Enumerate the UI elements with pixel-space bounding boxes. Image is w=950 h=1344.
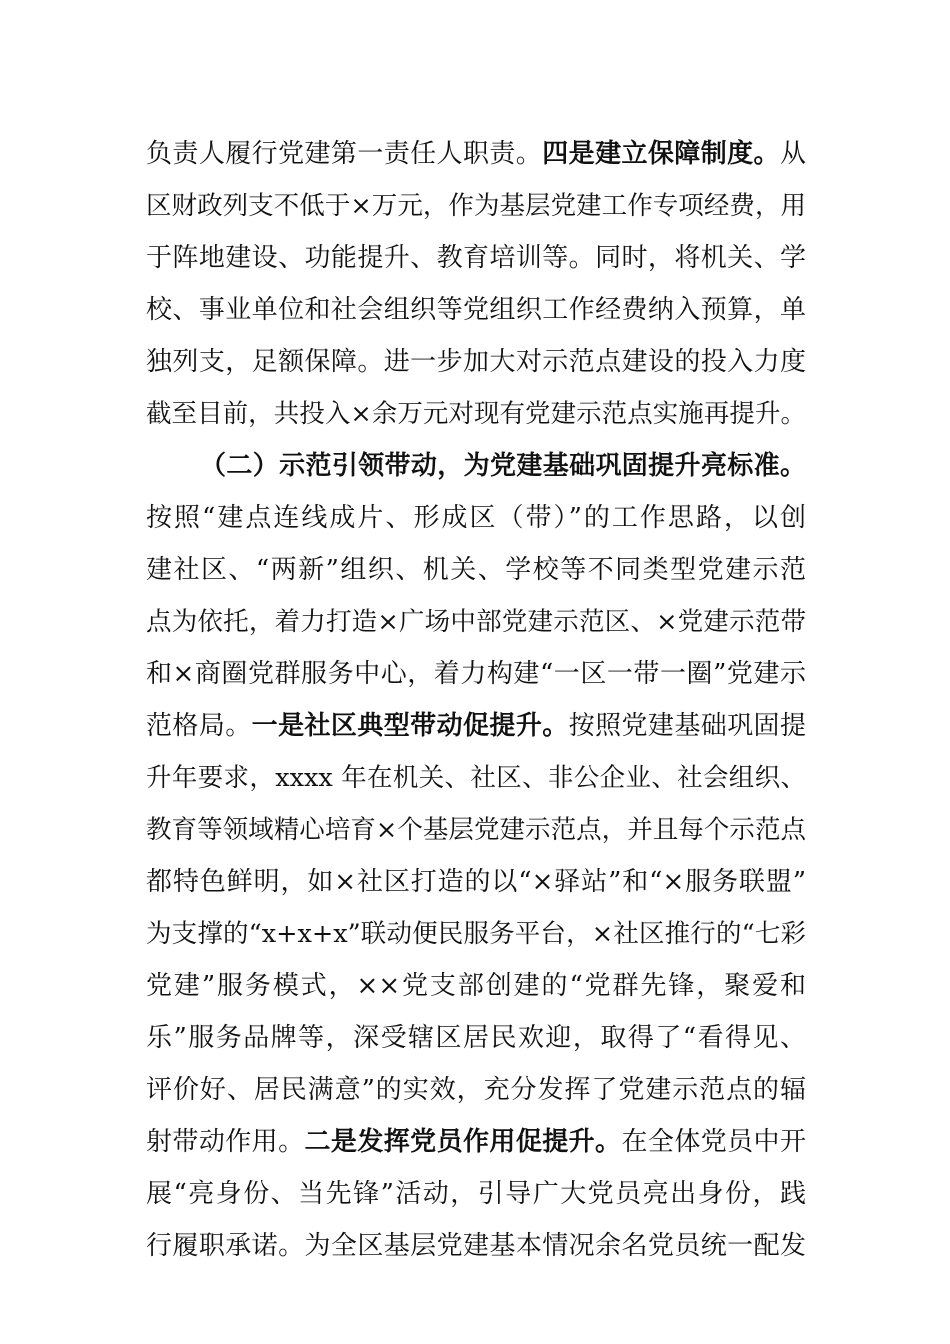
text-line-4 — [146, 290, 806, 330]
line-15-text: 都特色鲜明，如×社区打造的以“×驿站”和“×服务联盟” — [146, 867, 806, 897]
line-20-bold-heading: 二是发挥党员作用促提升。 — [304, 1127, 622, 1157]
section-heading-2 — [200, 446, 806, 486]
line-20-text-tail: 在全体党员中开 — [621, 1127, 806, 1157]
text-line-1 — [146, 134, 806, 174]
text-line-3 — [146, 238, 806, 278]
line-2-text: 区财政列支不低于×万元，作为基层党建工作专项经费，用 — [146, 191, 806, 221]
section-heading-text: （二）示范引领带动，为党建基础巩固提升亮标准。 — [200, 451, 806, 481]
line-16-text: 为支撑的“x+x+x”联动便民服务平台，×社区推行的“七彩 — [146, 919, 806, 949]
text-line-2 — [146, 186, 806, 226]
line-1-text: 负责人履行党建第一责任人职责。 — [146, 139, 543, 169]
text-line-19 — [146, 1070, 806, 1110]
line-8-text: 按照“建点连线成片、形成区（带）”的工作思路，以创 — [146, 503, 806, 533]
text-line-6 — [146, 394, 806, 434]
line-17-text: 党建”服务模式，××党支部创建的“党群先锋，聚爱和 — [146, 971, 806, 1001]
text-line-5 — [146, 342, 806, 382]
line-4-text: 校、事业单位和社会组织等党组织工作经费纳入预算，单 — [146, 295, 806, 325]
line-12-text-tail: 按照党建基础巩固提 — [568, 711, 806, 741]
line-10-text: 点为依托，着力打造×广场中部党建示范区、×党建示范带 — [146, 607, 806, 637]
line-11-text: 和×商圈党群服务中心，着力构建“一区一带一圈”党建示 — [146, 659, 806, 689]
text-line-9 — [146, 550, 806, 590]
text-line-21 — [146, 1174, 806, 1214]
line-21-text: 展“亮身份、当先锋”活动，引导广大党员亮出身份，践 — [146, 1179, 806, 1209]
text-line-11 — [146, 654, 806, 694]
line-1-bold-heading: 四是建立保障制度。 — [542, 139, 780, 169]
line-5-text: 独列支，足额保障。进一步加大对示范点建设的投入力度 — [146, 347, 806, 377]
line-22-text: 行履职承诺。为全区基层党建基本情况余名党员统一配发 — [146, 1231, 806, 1261]
line-1-text-tail: 从 — [779, 139, 806, 169]
text-line-15 — [146, 862, 806, 902]
text-line-10 — [146, 602, 806, 642]
text-line-12 — [146, 706, 806, 746]
line-3-text: 于阵地建设、功能提升、教育培训等。同时，将机关、学 — [146, 243, 806, 273]
line-19-text: 评价好、居民满意”的实效，充分发挥了党建示范点的辐 — [146, 1075, 806, 1105]
line-13-text: 升年要求，xxxx 年在机关、社区、非公企业、社会组织、 — [146, 763, 806, 793]
text-line-18 — [146, 1018, 806, 1058]
text-line-8 — [146, 498, 806, 538]
line-20-text: 射带动作用。 — [146, 1127, 305, 1157]
line-18-text: 乐”服务品牌等，深受辖区居民欢迎，取得了“看得见、 — [146, 1023, 806, 1053]
text-line-13 — [146, 758, 806, 798]
line-12-text: 范格局。 — [146, 711, 252, 741]
text-line-14 — [146, 810, 806, 850]
text-line-16 — [146, 914, 806, 954]
text-line-22 — [146, 1226, 806, 1266]
text-line-20 — [146, 1122, 806, 1162]
line-12-bold-heading: 一是社区典型带动促提升。 — [251, 711, 569, 741]
line-6-text: 截至目前，共投入×余万元对现有党建示范点实施再提升。 — [146, 399, 806, 429]
text-line-17 — [146, 966, 806, 1006]
line-9-text: 建社区、“两新”组织、机关、学校等不同类型党建示范 — [146, 555, 806, 585]
line-14-text: 教育等领域精心培育×个基层党建示范点，并且每个示范点 — [146, 815, 806, 845]
